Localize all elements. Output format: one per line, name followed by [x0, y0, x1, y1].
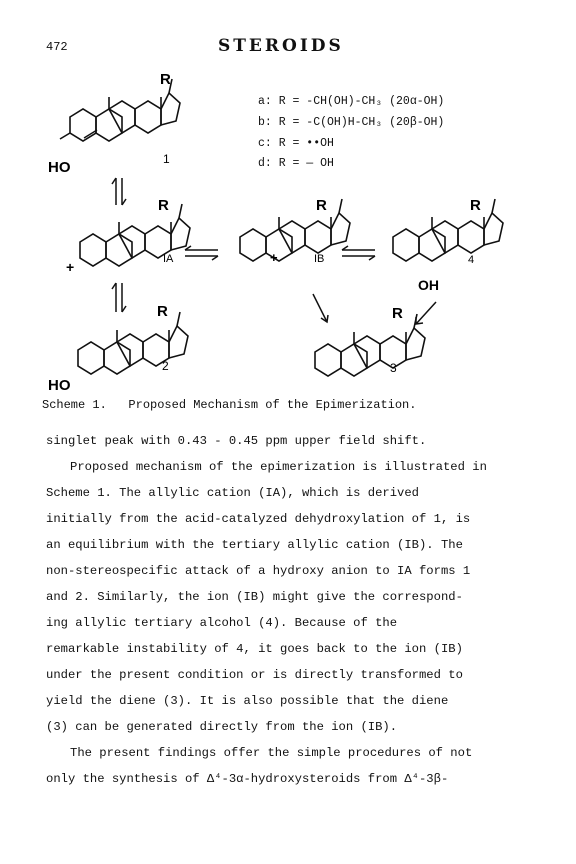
- body-line: The present findings offer the simple procedures of not: [70, 746, 473, 760]
- body-line: Scheme 1. The allylic cation (IA), which is derived: [46, 486, 419, 500]
- svg-text:R: R: [470, 197, 481, 214]
- body-line: non-stereospecific attack of a hydroxy anion to IA forms 1: [46, 564, 471, 578]
- body-line: singlet peak with 0.43 - 0.45 ppm upper field shift.: [46, 434, 427, 448]
- label-compound-1: 1: [163, 152, 170, 166]
- structure-IB: [240, 199, 350, 261]
- equilibrium-arrow-IB-4: [342, 246, 375, 260]
- equilibrium-arrow-1-IA: [112, 178, 126, 205]
- svg-text:R: R: [316, 197, 327, 214]
- svg-text:R: R: [158, 197, 169, 214]
- oh-label: OH: [418, 277, 439, 293]
- legend-c: c: R = ••OH: [258, 137, 334, 150]
- legend-b: b: R = -C(OH)H-CH₃ (20β-OH): [258, 116, 445, 129]
- arrow-4-to-3: [416, 302, 436, 324]
- structure-compound-1: [60, 79, 180, 141]
- arrow-IB-to-3: [313, 294, 328, 322]
- label-compound-3: 3: [390, 361, 397, 375]
- body-line: under the present condition or is directly transformed to: [46, 668, 463, 682]
- reaction-scheme: [0, 0, 576, 400]
- svg-text:R: R: [392, 305, 403, 322]
- body-line: and 2. Similarly, the ion (IB) might give the correspond-: [46, 590, 463, 604]
- legend-a: a: R = -CH(OH)-CH₃ (20α-OH): [258, 95, 445, 108]
- structure-compound-3: [315, 314, 425, 376]
- label-compound-2: 2: [162, 359, 169, 373]
- legend-d: d: R = — OH: [258, 157, 334, 170]
- journal-title: STEROIDS: [218, 36, 344, 56]
- body-line: ing allylic tertiary alcohol (4). Because of the: [46, 616, 398, 630]
- body-text: [46, 428, 536, 792]
- scheme-caption: Scheme 1. Proposed Mechanism of the Epimerization.: [42, 398, 417, 412]
- body-line: initially from the acid-catalyzed dehydroxylation of 1, is: [46, 512, 471, 526]
- structure-IA: [80, 204, 190, 266]
- body-line: (3) can be generated directly from the ion (IB).: [46, 720, 398, 734]
- body-line: yield the diene (3). It is also possible that the diene: [46, 694, 449, 708]
- body-line: an equilibrium with the tertiary allylic cation (IB). The: [46, 538, 463, 552]
- ho-label: HO: [48, 159, 71, 176]
- page-number: 472: [46, 40, 68, 54]
- equilibrium-arrow-IA-2: [112, 283, 126, 312]
- label-IB: IB: [314, 253, 325, 265]
- plus-IB: +: [270, 250, 278, 265]
- body-line: Proposed mechanism of the epimerization is illustrated in: [70, 460, 487, 474]
- body-line: only the synthesis of Δ⁴-3α-hydroxysteroids from Δ⁴-3β-: [46, 772, 449, 786]
- plus-IA: +: [66, 259, 75, 275]
- svg-text:HO: HO: [48, 377, 71, 394]
- label-IA: IA: [163, 253, 174, 265]
- equilibrium-arrow-IA-IB: [185, 246, 218, 260]
- label-compound-4: 4: [468, 254, 475, 266]
- structure-compound-4: [393, 199, 503, 261]
- r-label: R: [160, 71, 171, 88]
- body-line: remarkable instability of 4, it goes back to the ion (IB): [46, 642, 463, 656]
- svg-text:R: R: [157, 303, 168, 320]
- structure-compound-2: [78, 312, 188, 374]
